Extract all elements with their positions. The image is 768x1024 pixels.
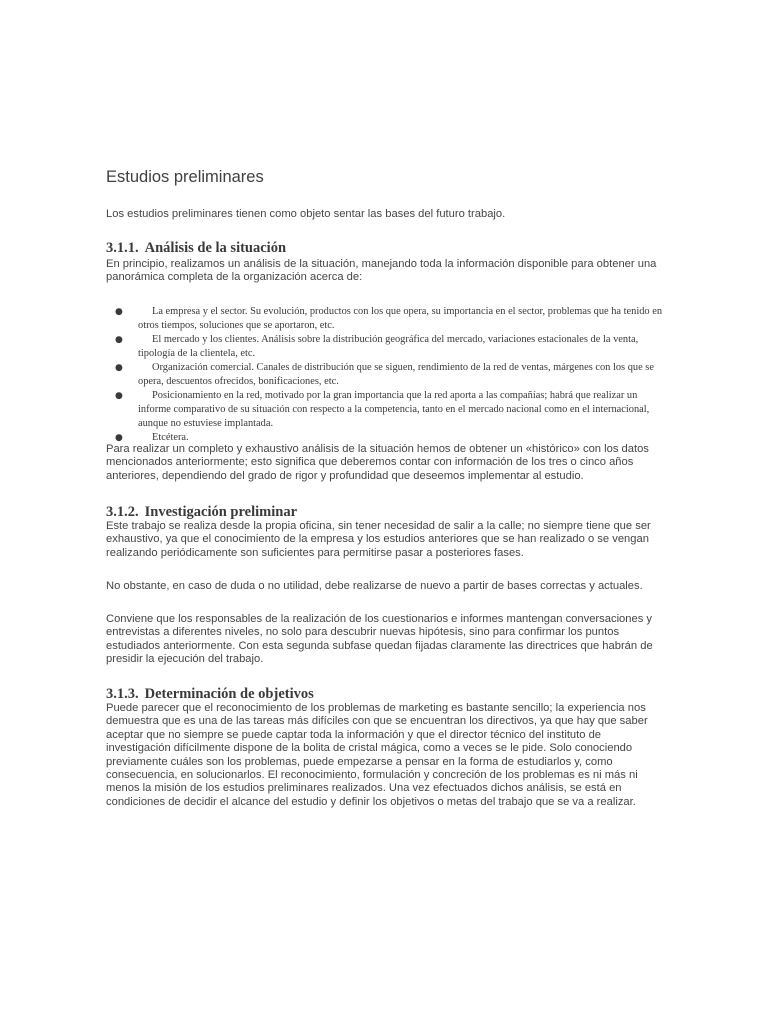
section-lead-paragraph: En principio, realizamos un análisis de la situación, manejando toda la información disponible para obtener una panorámica completa de la organización acerca de: xyxy=(106,258,657,284)
bullet-icon: ● xyxy=(115,391,123,401)
bullet-icon: ● xyxy=(115,307,123,317)
section-heading-3-1-1 xyxy=(106,240,286,257)
body-paragraph: Este trabajo se realiza desde la propia oficina, sin tener necesidad de salir a la calle; no siempre tiene que ser exhaustivo, ya que el conocimiento de la empresa y los estudios anteriores que se han realizado o se vengan realizando periódicamente son suficientes para permitirse pasar a posteriores fases. xyxy=(106,520,651,559)
body-paragraph: Puede parecer que el reconocimiento de los problemas de marketing es bastante sencillo; la experiencia nos demuestra que es una de las tareas más difíciles con que se encuentran los directivos, ya que hay que saber aceptar que no siempre se puede captar toda la información y que el director técnico del instituto de investigación difícilmente dispone de la bolita de cristal mágica, como a veces se le pide. Solo conociendo previamente cuáles son los problemas, puede empezarse a pensar en la forma de estudiarlos y, como consecuencia, en solucionarlos. El reconocimiento, formulación y concreción de los problemas es ni más ni menos la misión de los estudios preliminares realizados. Una vez efectuados dichos análisis, se está en condiciones de decidir el alcance del estudio y definir los objetivos o metas del trabajo que se va a realizar. xyxy=(106,702,648,808)
section-number: 3.1.3. xyxy=(106,686,139,702)
section-number: 3.1.1. xyxy=(106,240,139,256)
list-item: ● Etcétera. xyxy=(115,432,189,443)
intro-paragraph: Los estudios preliminares tienen como objeto sentar las bases del futuro trabajo. xyxy=(106,208,506,220)
bullet-icon: ● xyxy=(115,363,123,373)
section-after-paragraph: Para realizar un completo y exhaustivo análisis de la situación hemos de obtener un «histórico» con los datos mencionados anteriormente; esto significa que deberemos contar con información de los tres o cinco años anteriores, dependiendo del grado de rigor y profundidad que deseemos implementar al estudio. xyxy=(106,443,649,482)
section-title: Análisis de la situación xyxy=(144,240,287,256)
section-heading-3-1-3 xyxy=(106,686,314,703)
page-title: Estudios preliminares xyxy=(106,168,264,186)
section-title: Determinación de objetivos xyxy=(144,686,314,702)
bullet-icon: ● xyxy=(115,335,123,345)
section-heading-3-1-2 xyxy=(106,504,297,521)
section-title: Investigación preliminar xyxy=(144,504,298,520)
section-number: 3.1.2. xyxy=(106,504,139,520)
list-item: ● Posicionamiento en la red, motivado por la gran importancia que la red aporta a las compañías; habrá que realizar un informe comparativo de su situación con respecto a la competencia, tanto en el mercado nacional como en el internacional, aunque no estuviese implantada. xyxy=(115,390,650,429)
bullet-icon: ● xyxy=(115,433,123,443)
list-item: ● El mercado y los clientes. Análisis sobre la distribución geográfica del mercado, variaciones estacionales de la venta, tipología de la clientela, etc. xyxy=(115,334,639,359)
body-paragraph: Conviene que los responsables de la realización de los cuestionarios e informes mantengan conversaciones y entrevistas a diferentes niveles, no solo para descubrir nuevas hipótesis, sino para confirmar los puntos estudiados anteriormente. Con esta segunda subfase quedan fijadas claramente las directrices que habrán de presidir la ejecución del trabajo. xyxy=(106,613,653,666)
bullet-list xyxy=(106,305,662,445)
list-item: ● Organización comercial. Canales de distribución que se siguen, rendimiento de la red de ventas, márgenes con los que se opera, descuentos ofrecidos, bonificaciones, etc. xyxy=(115,362,654,387)
body-paragraph: No obstante, en caso de duda o no utilidad, debe realizarse de nuevo a partir de bases correctas y actuales. xyxy=(106,580,643,592)
list-item: ● La empresa y el sector. Su evolución, productos con los que opera, su importancia en el sector, problemas que ha tenido en otros tiempos, soluciones que se aportaron, etc. xyxy=(115,306,663,331)
